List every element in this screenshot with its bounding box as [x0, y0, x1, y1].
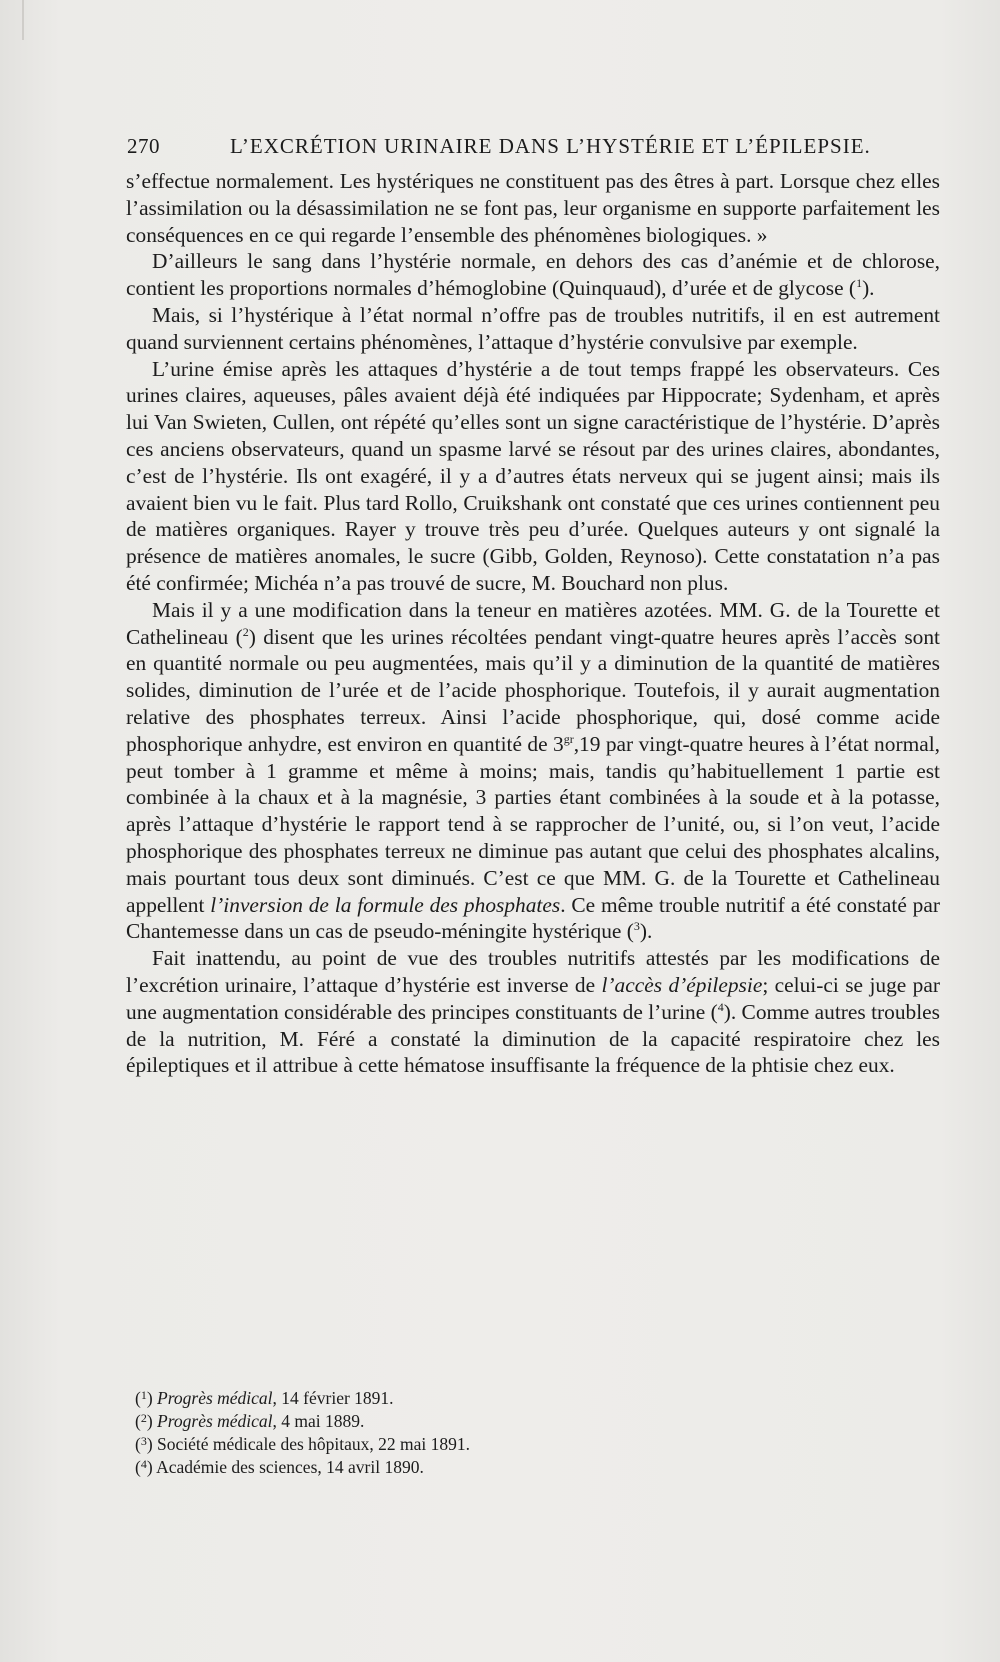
- footnote-1-title: Progrès médical: [157, 1388, 273, 1408]
- paragraph-6-text-b: ; celui-ci se juge par une augmentation considérable des principes constituants de l’urine (: [126, 972, 940, 1024]
- footnote-ref-1: 1: [856, 276, 863, 291]
- footnote-3-text: Société médicale des hôpitaux, 22 mai 1891.: [157, 1434, 471, 1454]
- footnotes: [135, 1385, 895, 1477]
- paragraph-5-text-a: Mais il y a une modification dans la teneur en matières azotées. MM. G. de la Tourette et Cathelineau (: [126, 597, 940, 649]
- page-edge-mark: [22, 0, 24, 40]
- paragraph-2-end: ).: [862, 276, 875, 301]
- footnote-1-text: , 14 février 1891.: [272, 1388, 394, 1408]
- paragraph-1: s’effectue normalement. Les hystériques ne constituent pas des êtres à part. Lorsque chez elles l’assimilation ou la désassimilation ne se font pas, leur organisme en supporte parfaitement les conséquences en ce qui regarde l’ensemble des phénomènes biologiques. »: [126, 169, 940, 247]
- gram-unit: gr: [563, 731, 574, 746]
- footnote-2-text: , 4 mai 1889.: [272, 1411, 365, 1431]
- footnote-3: ($^3$) Société médicale des hôpitaux, 22 mai 1891.: [135, 1434, 471, 1454]
- footnote-3-mark: 3: [140, 1434, 147, 1448]
- footnote-4-mark: 4: [140, 1457, 147, 1471]
- paragraph-5-text-e: ).: [639, 919, 653, 944]
- paragraph-2: [126, 248, 940, 302]
- body-text: [126, 168, 940, 1079]
- running-title: L’EXCRÉTION URINAIRE DANS L’HYSTÉRIE ET L’ÉPILEPSIE.: [230, 134, 871, 158]
- page-number: 270: [127, 134, 160, 158]
- paragraph-3: Mais, si l’hystérique à l’état normal n’offre pas de troubles nutritifs, il en est autrement quand surviennent certains phénomènes, l’attaque d’hystérie convulsive par exemple.: [126, 302, 940, 354]
- footnote-ref-3: 3: [633, 919, 640, 934]
- footnote-4: ($^4$) Académie des sciences, 14 avril 1890.: [135, 1457, 424, 1477]
- footnote-2-mark: 2: [140, 1411, 147, 1425]
- footnote-2: ($^2$) Progrès médical, 4 mai 1889.: [135, 1411, 365, 1431]
- paragraph-5-text-b: ) disent que les urines récoltées pendant vingt-quatre heures après l’accès sont en quantité normale ou peu augmentées, mais qu’il y a diminution de la quantité de matières solides, diminution de l’urée et de l’acide phosphorique. Toutefois, il y aurait augmentation relative des phosphates terreux. Ainsi l’acide phosphorique, qui, dosé comme acide phosphorique anhydre, est environ en quantité de 3: [126, 624, 940, 756]
- footnote-1: ($^1$) Progrès médical, 14 février 1891.: [135, 1388, 394, 1408]
- footnote-ref-4: 4: [717, 999, 724, 1014]
- paragraph-4: L’urine émise après les attaques d’hystérie a de tout temps frappé les observateurs. Ces urines claires, aqueuses, pâles avaient déjà été indiquées par Hippocrate; Sydenham, et après lui Van Swieten, Cullen, ont répété qu’elles sont un signe caractéristique de l’hystérie. D’après ces anciens observateurs, quand un spasme larvé se résout par des urines claires, abondantes, c’est de l’hystérie. Ils ont exagéré, il y a d’autres états nerveux qui se jugent ainsi; mais ils avaient bien vu le fait. Plus tard Rollo, Cruikshank ont constaté que ces urines contiennent peu de matières organiques. Rayer y trouve très peu d’urée. Quelques auteurs y ont signalé la présence de matières anomales, le sucre (Gibb, Golden, Reynoso). Cette constatation n’a pas été confirmée; Michéa n’a pas trouvé de sucre, M. Bouchard non plus.: [126, 356, 940, 595]
- footnote-1-mark: 1: [140, 1388, 147, 1402]
- paragraph-6-italic: l’accès d’épilepsie: [601, 972, 763, 997]
- footnote-ref-2: 2: [242, 624, 249, 639]
- paragraph-2-text: D’ailleurs le sang dans l’hystérie normale, en dehors des cas d’anémie et de chlorose, contient les proportions normales d’hémoglobine (Quinquaud), d’urée et de glycose (: [126, 249, 940, 301]
- footnote-2-title: Progrès médical: [157, 1411, 273, 1431]
- paragraph-5: [126, 597, 940, 945]
- page-header: [127, 134, 875, 160]
- paragraph-6-text-c: ). Comme autres troubles de la nutrition, M. Féré a constaté la diminution de la capacité respiratoire chez les épileptiques et il attribue à cette hématose insuffisante la fréquence de la phtisie chez eux.: [126, 999, 940, 1078]
- paragraph-6: [126, 945, 940, 1079]
- footnote-4-text: Académie des sciences, 14 avril 1890.: [156, 1457, 424, 1477]
- paragraph-5-text-d: . Ce même trouble nutritif a été constaté par Chantemesse dans un cas de pseudo-méningite hystérique (: [126, 892, 940, 944]
- paragraph-5-italic: l’inversion de la formule des phosphates: [210, 892, 561, 917]
- paragraph-5-text-c: ,19 par vingt-quatre heures à l’état normal, peut tomber à 1 gramme et même à moins; mais, tandis qu’habituellement 1 partie est combinée à la chaux et à la magnésie, 3 parties étant combinées à la soude et à la potasse, après l’attaque d’hystérie le rapport tend à se rapprocher de l’unité, ou, si l’on veut, l’acide phosphorique des phosphates terreux ne diminue pas autant que celui des phosphates alcalins, mais pourtant tous deux sont diminués. C’est ce que MM. G. de la Tourette et Cathelineau appellent: [126, 731, 940, 917]
- paragraph-6-text-a: Fait inattendu, au point de vue des troubles nutritifs attestés par les modifications de l’excrétion urinaire, l’attaque d’hystérie est inverse de: [126, 946, 940, 997]
